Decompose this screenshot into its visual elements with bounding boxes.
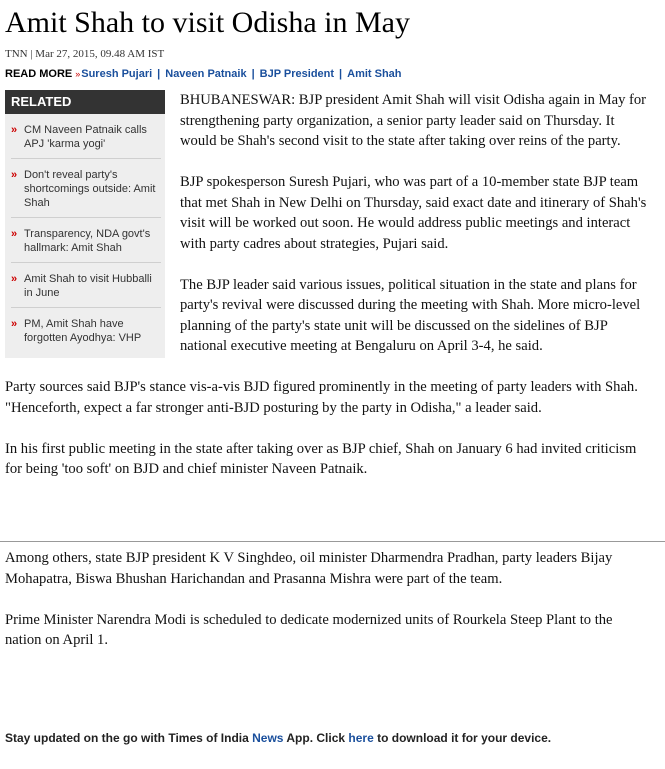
footer-text: to download it for your device. bbox=[373, 731, 552, 745]
tag-separator: | bbox=[339, 68, 343, 80]
bullet-icon: » bbox=[11, 273, 18, 285]
bullet-icon: » bbox=[11, 318, 18, 330]
footer-text: App. Click bbox=[283, 731, 349, 745]
read-more-arrow-icon: » bbox=[75, 69, 81, 79]
bullet-icon: » bbox=[11, 124, 18, 136]
read-more-tags bbox=[5, 68, 402, 80]
paragraph: In his first public meeting in the state after taking over as BJP chief, Shah on January 6 had invited criticism for being 'too soft' on BJD and chief minister Naveen Patnaik. bbox=[5, 440, 637, 477]
tag-suresh-pujari[interactable]: Suresh Pujari bbox=[81, 68, 153, 80]
tag-bjp-president[interactable]: BJP President bbox=[259, 68, 335, 80]
related-item-link[interactable]: Don't reveal party's shortcomings outside: Amit Shah bbox=[24, 169, 156, 209]
article-byline: TNN | Mar 27, 2015, 09.48 AM IST bbox=[5, 48, 165, 60]
related-item-link[interactable]: CM Naveen Patnaik calls APJ 'karma yogi' bbox=[24, 124, 147, 150]
related-item[interactable] bbox=[11, 159, 161, 218]
related-item-link[interactable]: Transparency, NDA govt's hallmark: Amit Shah bbox=[24, 228, 151, 254]
bullet-icon: » bbox=[11, 169, 18, 181]
paragraph: BHUBANESWAR: BJP president Amit Shah will visit Odisha again in May for strengthening party organization, a senior party leader said on Thursday. It would be Shah's second visit to the state after taking over reins of the party. bbox=[180, 92, 647, 149]
app-promo-footer bbox=[5, 731, 551, 745]
related-item[interactable] bbox=[11, 263, 161, 308]
article-body-continued bbox=[5, 548, 650, 671]
footer-text: Stay updated on the go with Times of India bbox=[5, 731, 253, 745]
paragraph: Among others, state BJP president K V Singhdeo, oil minister Dharmendra Pradhan, party leaders Bijay Mohapatra, Biswa Bhushan Harichandan and Prasanna Mishra were part of the team. bbox=[5, 550, 613, 587]
related-list bbox=[5, 114, 165, 352]
paragraph: Party sources said BJP's stance vis-a-vis BJD figured prominently in the meeting of party leaders with Shah. "Henceforth, expect a far stronger anti-BJD posturing by the party in Odisha," a leader said. bbox=[5, 379, 638, 416]
bullet-icon: » bbox=[11, 228, 18, 240]
related-heading: RELATED bbox=[5, 90, 165, 114]
tag-separator: | bbox=[157, 68, 161, 80]
related-item[interactable] bbox=[11, 114, 161, 159]
tag-separator: | bbox=[251, 68, 255, 80]
read-more-label: READ MORE bbox=[5, 68, 73, 80]
paragraph: The BJP leader said various issues, political situation in the state and plans for party's revival were discussed during the meeting with Shah. More micro-level planning of the party's state unit will be discussed on the sidelines of BJP national executive meeting at Bengaluru on April 3-4, he said. bbox=[180, 276, 641, 354]
tag-amit-shah[interactable]: Amit Shah bbox=[347, 68, 402, 80]
article-headline: Amit Shah to visit Odisha in May bbox=[5, 6, 410, 39]
related-item-link[interactable]: PM, Amit Shah have forgotten Ayodhya: VHP bbox=[24, 318, 142, 344]
related-item[interactable] bbox=[11, 308, 161, 352]
related-item-link[interactable]: Amit Shah to visit Hubballi in June bbox=[24, 273, 152, 299]
download-here-link[interactable]: here bbox=[348, 731, 374, 745]
news-app-link[interactable]: News bbox=[252, 731, 284, 745]
related-item[interactable] bbox=[11, 218, 161, 263]
related-box bbox=[5, 90, 165, 358]
tag-naveen-patnaik[interactable]: Naveen Patnaik bbox=[165, 68, 247, 80]
content-divider bbox=[0, 541, 665, 542]
paragraph: BJP spokesperson Suresh Pujari, who was part of a 10-member state BJP team that met Shah in New Delhi on Thursday, said exact date and itinerary of Shah's visit will be worked out soon. He would address public meetings and interact with party cadres about strategies, Pujari said. bbox=[180, 174, 647, 252]
paragraph: Prime Minister Narendra Modi is scheduled to dedicate modernized units of Rourkela Steep Plant to the nation on April 1. bbox=[5, 611, 613, 648]
